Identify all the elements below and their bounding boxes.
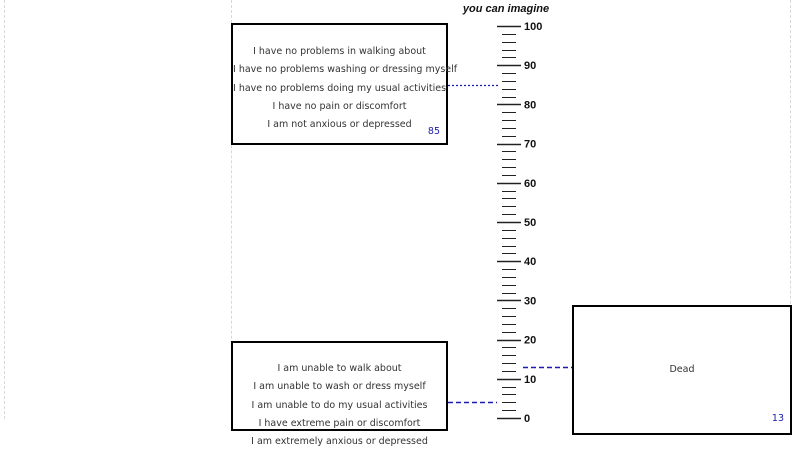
tick-label: 100 (524, 21, 543, 33)
self-care-line: I am unable to wash or dress myself (253, 381, 426, 393)
tick-label: 90 (524, 60, 537, 73)
tick-label: 40 (524, 256, 537, 269)
usual-activities-line: I have no problems doing my usual activities (233, 82, 447, 94)
tick-label: 10 (524, 373, 537, 386)
dead-label: Dead (669, 364, 695, 375)
anxiety-line: I am not anxious or depressed (267, 119, 412, 131)
health-state-description (233, 43, 458, 134)
tick-label: 80 (524, 99, 537, 112)
tick-label: 20 (524, 334, 537, 347)
pain-line: I have no pain or discomfort (272, 100, 407, 112)
tick-label: 30 (524, 295, 537, 308)
health-state-value: 13 (771, 413, 784, 424)
tick-label: 70 (524, 138, 537, 151)
scale-caption: you can imagine (462, 3, 550, 15)
mobility-line: I have no problems in walking about (253, 46, 426, 57)
health-state-value: 85 (427, 126, 440, 137)
self-care-line: I have no problems washing or dressing myself (233, 64, 458, 76)
health-state-description (233, 360, 446, 451)
health-state-box-worst[interactable] (231, 341, 448, 448)
tick-label: 0 (524, 413, 531, 425)
health-state-box-best[interactable] (231, 23, 458, 145)
tick-label: 60 (524, 177, 537, 190)
tick-label: 50 (524, 217, 537, 229)
mobility-line: I am unable to walk about (277, 363, 402, 374)
pain-line: I have extreme pain or discomfort (258, 417, 421, 429)
anxiety-line: I am extremely anxious or depressed (251, 436, 428, 448)
usual-activities-line: I am unable to do my usual activities (251, 399, 428, 411)
health-state-box-dead[interactable] (572, 305, 792, 435)
